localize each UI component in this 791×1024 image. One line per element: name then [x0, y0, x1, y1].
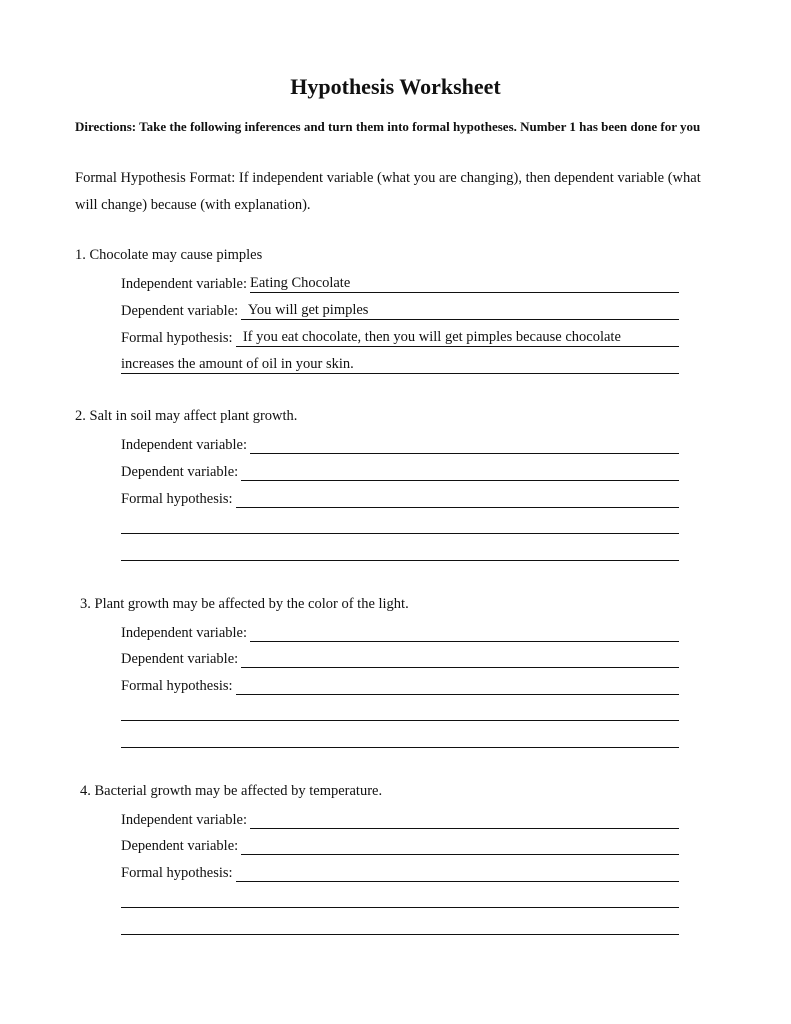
- q4-extra-line-1: [121, 888, 679, 908]
- independent-label: Independent variable:: [121, 437, 248, 453]
- q1-dependent-answer: You will get pimples: [241, 302, 679, 320]
- q4-extra-line-2: [121, 915, 679, 935]
- dependent-label: Dependent variable:: [121, 651, 239, 667]
- q3-independent-blank[interactable]: [250, 624, 679, 642]
- q3-formal-blank[interactable]: [236, 677, 679, 695]
- q1-formal-answer-line1: If you eat chocolate, then you will get pimples because chocolate: [236, 329, 679, 347]
- page-title: Hypothesis Worksheet: [290, 74, 501, 99]
- independent-label: Independent variable:: [121, 276, 248, 292]
- q3-extra-line-2: [121, 728, 679, 748]
- dependent-label: Dependent variable:: [121, 303, 239, 319]
- q1-formal-answer-line2: increases the amount of oil in your skin.: [121, 356, 679, 374]
- independent-label: Independent variable:: [121, 812, 248, 828]
- q3-independent-row: [121, 622, 679, 642]
- q3-extra-line-1: [121, 701, 679, 721]
- q4-formal-blank-3[interactable]: [121, 917, 679, 935]
- q1-formal-row: [121, 327, 679, 347]
- q3-formal-blank-2[interactable]: [121, 703, 679, 721]
- q4-formal-row: [121, 862, 679, 882]
- q2-extra-line-1: [121, 514, 679, 534]
- q2-formal-blank-2[interactable]: [121, 516, 679, 534]
- q1-independent-answer: Eating Chocolate: [250, 275, 679, 293]
- hypothesis-format: Formal Hypothesis Format: If independent variable (what you are changing), then dependent variable (what will change) because (with explanation).: [75, 170, 701, 213]
- formal-label: Formal hypothesis:: [121, 330, 233, 346]
- q2-independent-row: [121, 434, 679, 454]
- formal-label: Formal hypothesis:: [121, 865, 233, 881]
- q1-dependent-row: [121, 300, 679, 320]
- q4-dependent-row: [121, 835, 679, 855]
- q2-independent-blank[interactable]: [250, 436, 679, 454]
- q4-formal-blank-2[interactable]: [121, 890, 679, 908]
- q2-formal-blank-3[interactable]: [121, 543, 679, 561]
- directions: Directions: Take the following inferences and turn them into formal hypotheses. Number 1 has been done for you: [75, 119, 701, 134]
- q4-independent-row: [121, 809, 679, 829]
- q1-independent-row: [121, 273, 679, 293]
- q2-formal-row: [121, 488, 679, 508]
- question-1-prompt: 1. Chocolate may cause pimples: [75, 247, 263, 263]
- q4-independent-blank[interactable]: [250, 811, 679, 829]
- formal-label: Formal hypothesis:: [121, 491, 233, 507]
- dependent-label: Dependent variable:: [121, 464, 239, 480]
- question-2-prompt: 2. Salt in soil may affect plant growth.: [75, 408, 298, 424]
- q3-dependent-row: [121, 648, 679, 668]
- independent-label: Independent variable:: [121, 625, 248, 641]
- dependent-label: Dependent variable:: [121, 838, 239, 854]
- question-4-prompt: 4. Bacterial growth may be affected by temperature.: [80, 783, 383, 799]
- formal-label: Formal hypothesis:: [121, 678, 233, 694]
- q2-formal-blank[interactable]: [236, 490, 679, 508]
- q2-dependent-blank[interactable]: [241, 463, 679, 481]
- q3-formal-row: [121, 675, 679, 695]
- q3-dependent-blank[interactable]: [241, 650, 679, 668]
- q4-formal-blank[interactable]: [236, 864, 679, 882]
- q1-formal-row-2: [121, 354, 679, 374]
- q3-formal-blank-3[interactable]: [121, 730, 679, 748]
- q2-extra-line-2: [121, 541, 679, 561]
- q4-dependent-blank[interactable]: [241, 837, 679, 855]
- question-3-prompt: 3. Plant growth may be affected by the color of the light.: [80, 596, 409, 612]
- q2-dependent-row: [121, 461, 679, 481]
